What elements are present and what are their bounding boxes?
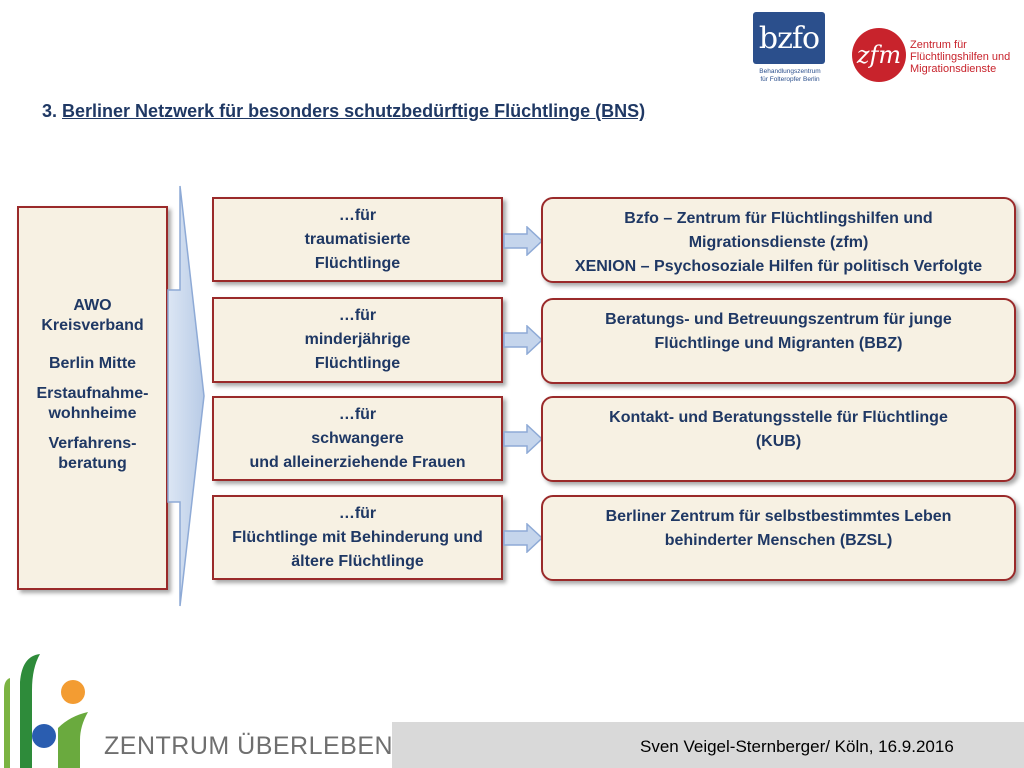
provider-label: Kontakt- und Beratungsstelle für Flüchtlinge (KUB) [609,409,948,450]
awo-line: Berlin Mitte [48,355,137,372]
target-group-label: …für Flüchtlinge mit Behinderung und ältere Flüchtlinge [232,504,483,570]
bzfo-logo-mark: bzfo [753,12,825,64]
provider-label: Berliner Zentrum für selbstbestimmtes Leben behinderter Menschen (BZSL) [605,508,952,549]
awo-line: Verfahrens- [48,435,137,452]
title-text: Berliner Netzwerk für besonders schutzbedürftige Flüchtlinge (BNS) [62,101,646,121]
provider-box [541,495,1016,581]
awo-box [17,206,168,590]
target-group-box [212,495,503,580]
target-group-label: …für schwangere und alleinerziehende Frauen [249,405,466,471]
zentrum-ueberleben-wordmark: ZENTRUM ÜBERLEBEN [104,732,394,760]
provider-label: Beratungs- und Betreuungszentrum für junge Flüchtlinge und Migranten (BBZ) [605,311,952,352]
chevron-arrow-icon [166,184,210,608]
provider-box [541,396,1016,482]
target-group-box [212,297,503,383]
footer-text: Sven Veigel-Sternberger/ Köln, 16.9.2016 [640,737,954,756]
awo-line: Erstaufnahme- [36,385,149,402]
arrow-right-icon [503,424,543,454]
zfm-logo-text: Zentrum für Flüchtlingshilfen und Migrationsdienste [910,39,1011,75]
bzfo-logo-subtitle: Behandlungszentrum für Folteropfer Berlin [759,68,821,83]
arrow-right-icon [503,325,543,355]
provider-box [541,197,1016,283]
awo-line: wohnheime [48,405,137,422]
zfm-logo-mark: zfm [852,28,906,82]
arrow-right-icon [503,226,543,256]
target-group-label: …für traumatisierte Flüchtlinge [304,206,411,272]
provider-label: Bzfo – Zentrum für Flüchtlingshilfen und Migrationsdienste (zfm) XENION – Psychosoziale Hilfen für politisch Verfolgte [574,210,983,275]
provider-box [541,298,1016,384]
awo-line: AWO [73,297,112,314]
title-number: 3. [42,101,58,121]
zfm-logo [852,28,1017,84]
awo-line: Kreisverband [41,317,144,334]
bzfo-logo [753,12,827,84]
target-group-label: …für minderjährige Flüchtlinge [304,307,411,372]
arrow-right-icon [503,523,543,553]
target-group-box [212,396,503,481]
slide-title [42,101,645,122]
target-group-box [212,197,503,282]
zentrum-ueberleben-logo-icon [0,650,100,768]
awo-line: beratung [58,455,127,472]
